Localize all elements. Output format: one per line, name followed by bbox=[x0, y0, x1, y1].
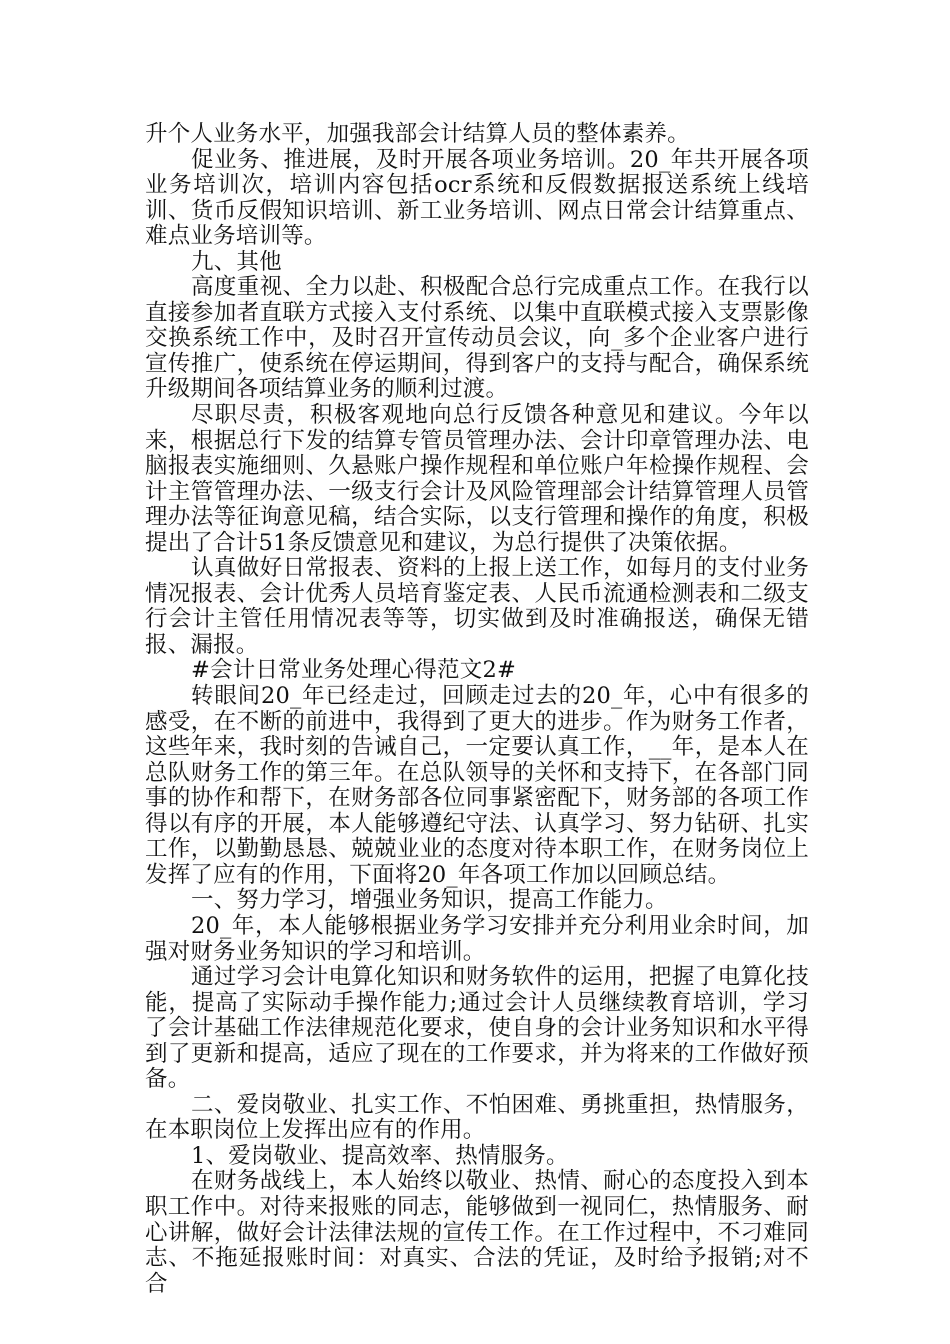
article-title: #会计日常业务处理心得范文2# bbox=[191, 657, 517, 684]
paragraph: 转眼间20_年已经走过，回顾走过去的20_年，心中有很多的感受，在不断的前进中，我得到了更大的进步。作为财务工作者，这些年来，我时刻的告诫自己，一定要认真工作，__年，是本人在总队财务工作的第三年。在总队领导的关怀和支持下，在各部门同事的协作和帮下，在财务部各位同事紧密配下，财务部的各项工作得以有序的开展，本人能够遵纪守法、认真学习、努力钻研、扎实工作，以勤勤恳恳、兢兢业业的态度对待本职工作，在财务岗位上发挥了应有的作用，下面将20_年各项工作加以回顾总结。 bbox=[145, 683, 809, 888]
paragraph: 认真做好日常报表、资料的上报上送工作，如每月的支付业务情况报表、会计优秀人员培育鉴定表、人民币流通检测表和二级支行会计主管任用情况表等等，切实做到及时准确报送，确保无错报、漏报。 bbox=[145, 555, 809, 658]
paragraph: 促业务、推进展，及时开展各项业务培训。20_年共开展各项业务培训次，培训内容包括ocr系统和反假数据报送系统上线培训、货币反假知识培训、新工业务培训、网点日常会计结算重点、难点业务培训等。 bbox=[145, 146, 809, 250]
paragraph: 升个人业务水平，加强我部会计结算人员的整体素养。 bbox=[145, 121, 690, 147]
section-heading: 二、爱岗敬业、扎实工作、不怕困难、勇挑重担，热情服务，在本职岗位上发挥出应有的作用。 bbox=[145, 1091, 809, 1144]
paragraph: 通过学习会计电算化知识和财务软件的运用，把握了电算化技能，提高了实际动手操作能力;通过会计人员继续教育培训，学习了会计基础工作法律规范化要求，使自身的会计业务知识和水平得到了更新和提高，适应了现在的工作要求，并为将来的工作做好预备。 bbox=[145, 964, 809, 1093]
section-heading: 九、其他 bbox=[191, 248, 282, 275]
paragraph: 高度重视、全力以赴、积极配合总行完成重点工作。在我行以直接参加者直联方式接入支付系统、以集中直联模式接入支票影像交换系统工作中，及时召开宣传动员会议，向_多个企业客户进行宣传推广，使系统在停运期间，得到客户的支持与配合，确保系统升级期间各项结算业务的顺利过渡。 bbox=[145, 274, 809, 403]
document-body bbox=[145, 122, 809, 1297]
paragraph: 在财务战线上，本人始终以敬业、热情、耐心的态度投入到本职工作中。对待来报账的同志，能够做到一视同仁，热情服务、耐心讲解，做好会计法律法规的宣传工作。在工作过程中，不刁难同志、不拖延报账时间：对真实、合法的凭证，及时给予报销;对不合 bbox=[145, 1168, 809, 1297]
paragraph: 20_年，本人能够根据业务学习安排并充分利用业余时间，加强对财务业务知识的学习和培训。 bbox=[145, 912, 809, 965]
subsection-heading: 1、爱岗敬业、提高效率、热情服务。 bbox=[191, 1142, 569, 1169]
section-heading: 一、努力学习，增强业务知识，提高工作能力。 bbox=[191, 887, 668, 914]
paragraph: 尽职尽责，积极客观地向总行反馈各种意见和建议。今年以来，根据总行下发的结算专管员管理办法、会计印章管理办法、电脑报表实施细则、久悬账户操作规程和单位账户年检操作规程、会计主管管理办法、一级支行会计及风险管理部会计结算管理人员管理办法等征询意见稿，结合实际，以支行管理和操作的角度，积极提出了合计51条反馈意见和建议，为总行提供了决策依据。 bbox=[145, 402, 809, 556]
